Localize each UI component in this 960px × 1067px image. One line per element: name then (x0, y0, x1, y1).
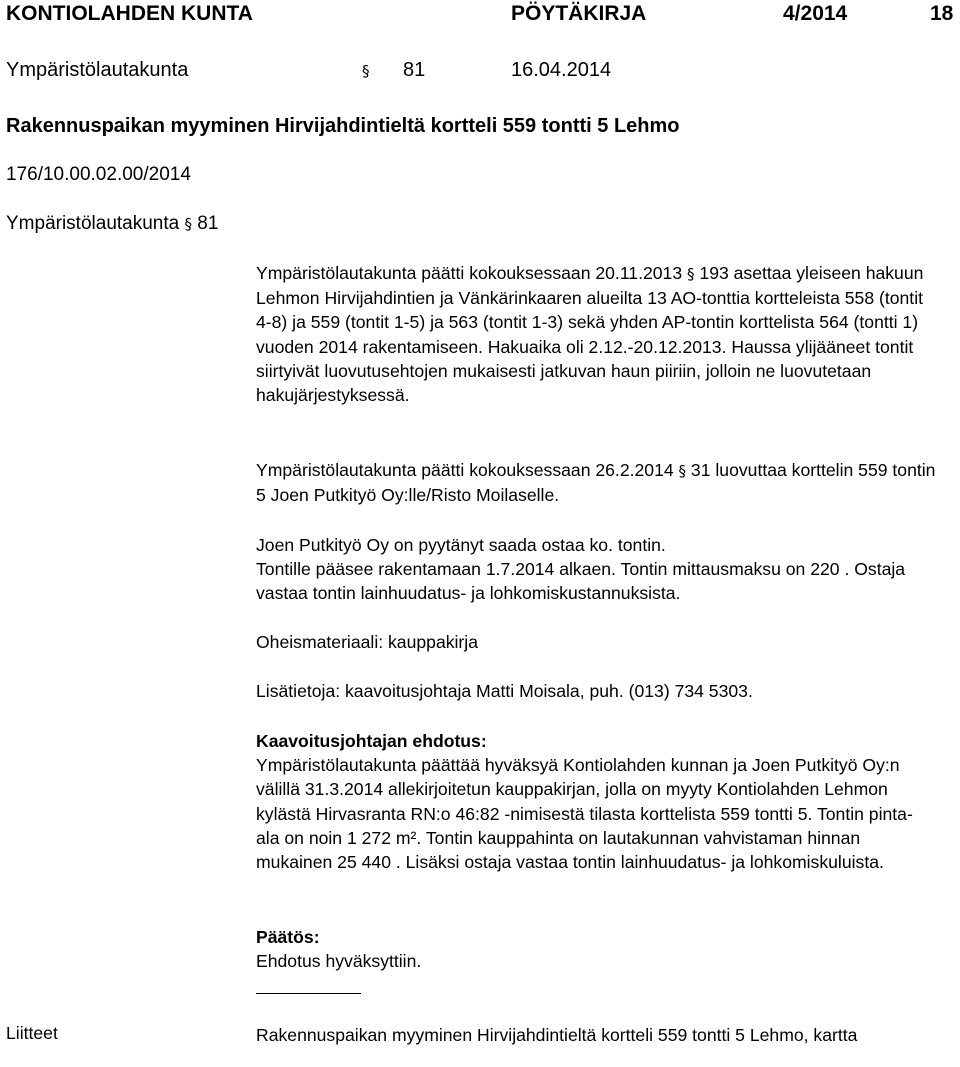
section-sign-icon: § (687, 265, 695, 283)
item-title: Rakennuspaikan myyminen Hirvijahdintieltä kortteli 559 tontti 5 Lehmo (6, 115, 680, 137)
proposal-heading: Kaavoitusjohtajan ehdotus: (256, 731, 487, 751)
meeting-date: 16.04.2014 (511, 59, 612, 81)
section-sign-icon: § (184, 215, 192, 233)
document-number: 4/2014 (783, 2, 848, 25)
separator-rule (256, 993, 361, 994)
building-conditions-text: Tontille pääsee rakentamaan 1.7.2014 alkaen. Tontin mittausmaksu on 220 . Ostaja vastaa tontin lainhuudatus- ja lohkomiskustannuksista. (256, 559, 906, 604)
purchase-request-line: Joen Putkityö Oy on pyytänyt saada ostaa ko. tontin. (256, 535, 666, 555)
decision-heading: Päätös: (256, 927, 320, 947)
diary-number: 176/10.00.02.00/2014 (6, 164, 191, 185)
history-paragraph: Ympäristölautakunta päätti kokouksessaan 20.11.2013 § 193 asettaa yleiseen hakuun Lehmon Hirvijahdintien ja Vänkärinkaaren alueilta 13 AO-tonttia kortteleista 558 (tontit 4-8) ja 559 (tontit 1-5) ja 563 (tontit 1-3) sekä yhden AP-tontin korttelista 564 (tontti 1) vuoden 2014 rakentamiseen. Hakuaika oli 2.12.-20.12.2013. Haussa ylijääneet tontit siirtyivät luovutusehtojen mukaisesti jatkuvan haun piiriin, jolloin ne luovutetaan hakujärjestyksessä. (256, 263, 924, 406)
attachments-label: Liitteet (6, 1023, 58, 1043)
attachments-list: Rakennuspaikan myyminen Hirvijahdintieltä kortteli 559 tontti 5 Lehmo, kartta (256, 1025, 858, 1045)
handling-body: Ympäristölautakunta (6, 213, 180, 234)
purchase-request-paragraph (256, 533, 936, 606)
decision-section (256, 925, 936, 973)
attachments-note: Oheismateriaali: kauppakirja (256, 632, 478, 652)
municipality-name: KONTIOLAHDEN KUNTA (6, 2, 253, 25)
meeting-body: Ympäristölautakunta (6, 59, 189, 81)
document-type: PÖYTÄKIRJA (511, 2, 647, 25)
proposal-text: Ympäristölautakunta päättää hyväksyä Kontiolahden kunnan ja Joen Putkityö Oy:n välillä 31.3.2014 allekirjoitetun kauppakirjan, jolla on myyty Kontiolahden Lehmon kylästä Hirvasranta RN:o 46:82 -nimisestä tilasta korttelista 559 tontti 5. Tontin pinta-ala on noin 1 272 m². Tontin kauppahinta on lautakunnan vahvistaman hinnan mukainen 25 440 . Lisäksi ostaja vastaa tontin lainhuudatus- ja lohkomiskuluista. (256, 755, 913, 873)
decision-text: Ehdotus hyväksyttiin. (256, 951, 422, 972)
section-sign-icon: § (362, 62, 370, 80)
assignment-paragraph: Ympäristölautakunta päätti kokouksessaan 26.2.2014 § 31 luovuttaa korttelin 559 tontin 5 Joen Putkityö Oy:lle/Risto Moilaselle. (256, 460, 936, 506)
handling-section-number: 81 (197, 213, 219, 234)
section-sign-icon: § (678, 462, 687, 480)
contact-info: Lisätietoja: kaavoitusjohtaja Matti Moisala, puh. (013) 734 5303. (256, 681, 753, 701)
section-number: 81 (403, 59, 426, 81)
page-number: 18 (930, 2, 954, 25)
proposal-section (256, 729, 936, 874)
handling-line (6, 213, 218, 235)
